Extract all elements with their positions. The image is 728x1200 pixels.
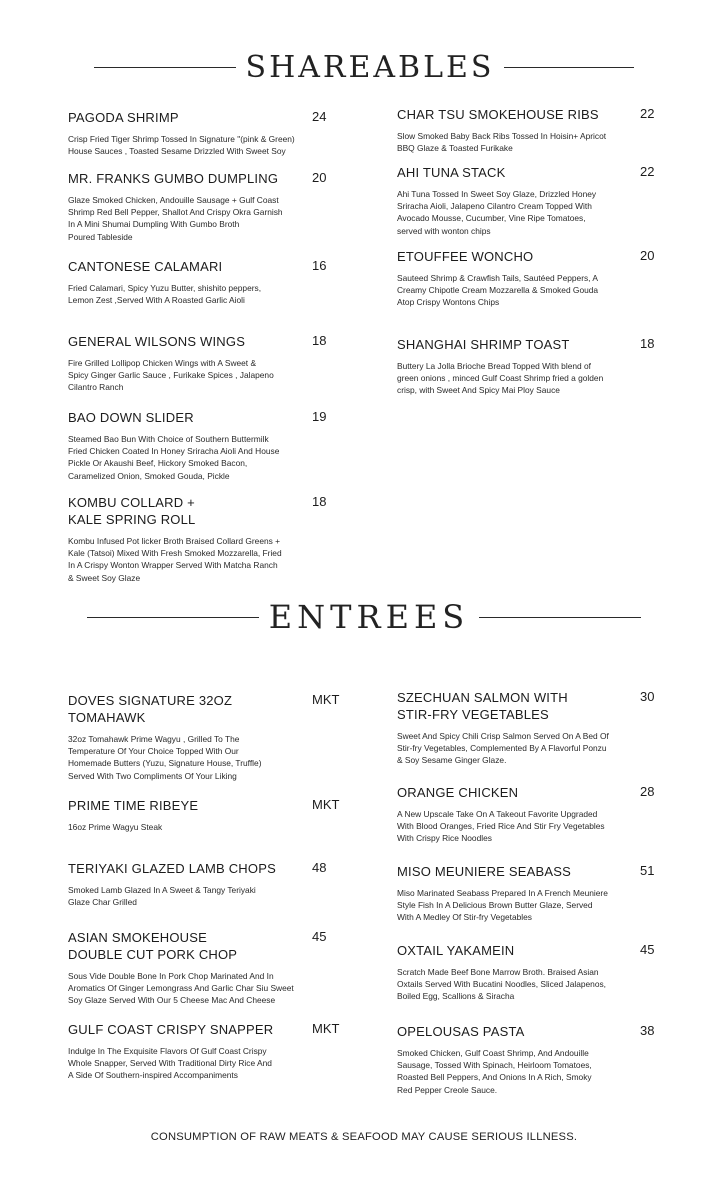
menu-item-orange-chicken [397,784,662,845]
item-description: Fire Grilled Lollipop Chicken Wings with A Sweet & Spicy Ginger Garlic Sauce , Furikake Spices , Jalapeno Cilantro Ranch [68,358,274,393]
menu-item-prime-time-ribeye [68,797,340,833]
item-name: PRIME TIME RIBEYE [68,798,199,813]
menu-item-etouffee-woncho [397,248,662,309]
item-name: MR. FRANKS GUMBO DUMPLING [68,171,279,186]
raw-food-warning: CONSUMPTION OF RAW MEATS & SEAFOOD MAY CAUSE SERIOUS ILLNESS. [150,1131,578,1143]
item-price: 45 [312,929,327,944]
menu-item-szechuan-salmon [397,689,662,767]
item-description: Slow Smoked Baby Back Ribs Tossed In Hoisin+ Apricot BBQ Glaze & Toasted Furikake [397,131,607,154]
item-price: 19 [312,409,327,424]
menu-item-oxtail-yakamein [397,942,662,1003]
item-name: SZECHUAN SALMON WITH STIR-FRY VEGETABLES [397,690,568,722]
item-price: 51 [640,863,655,878]
item-description: Kombu Infused Pot licker Broth Braised Collard Greens + Kale (Tatsoi) Mixed With Fresh Smoked Mozzarella, Fried In A Crispy Wonton Wrapper Served With Matcha Ranch & Sweet Soy Glaze [68,536,282,583]
item-name: SHANGHAI SHRIMP TOAST [397,337,570,352]
item-price: MKT [312,1021,340,1036]
shareables-heading [0,50,728,85]
item-name: KOMBU COLLARD + KALE SPRING ROLL [68,495,196,527]
item-description: Buttery La Jolla Brioche Bread Topped With blend of green onions , minced Gulf Coast Shrimp fried a golden crisp, with Sweet And Spicy Mai Ploy Sauce [397,361,604,396]
entrees-title: ENTREES [268,598,470,636]
item-price: 28 [640,784,655,799]
menu-item-pork-chop [68,929,326,1007]
item-description: Glaze Smoked Chicken, Andouille Sausage + Gulf Coast Shrimp Red Bell Pepper, Shallot And Crispy Okra Garnish In A Mini Shumai Dumpling With Gumbo Broth Poured Tableside [68,195,283,242]
heading-rule-left [94,67,236,68]
item-price: MKT [312,692,340,707]
menu-item-char-tsu-ribs [397,106,662,154]
item-description: 32oz Tomahawk Prime Wagyu , Grilled To The Temperature Of Your Choice Topped With Our Homemade Butters (Yuzu, Signature House, Truffle) Served With Two Compliments Of Your Liking [68,734,262,781]
menu-item-gumbo-dumpling [68,170,326,243]
heading-rule-right [504,67,634,68]
item-price: 22 [640,164,655,179]
menu-item-ahi-tuna-stack [397,164,662,237]
item-description: Crisp Fried Tiger Shrimp Tossed In Signature "(pink & Green) House Sauces , Toasted Sesame Drizzled With Sweet Soy [68,134,295,157]
entrees-heading [0,598,728,636]
item-name: PAGODA SHRIMP [68,110,179,125]
item-description: A New Upscale Take On A Takeout Favorite Upgraded With Blood Oranges, Fried Rice And Stir Fry Vegetables With Crispy Rice Noodles [397,809,605,844]
item-price: 16 [312,258,327,273]
item-name: BAO DOWN SLIDER [68,410,194,425]
menu-item-miso-seabass [397,863,662,924]
item-description: Miso Marinated Seabass Prepared In A French Meuniere Style Fish In A Delicious Brown Butter Glaze, Served With A Medley Of Stir-fry Vegetables [397,888,608,923]
item-name: GULF COAST CRISPY SNAPPER [68,1022,274,1037]
item-price: 18 [312,494,327,509]
item-price: 20 [312,170,327,185]
menu-item-lamb-chops [68,860,326,908]
menu-item-doves-tomahawk [68,692,340,782]
item-name: ORANGE CHICKEN [397,785,519,800]
item-name: OXTAIL YAKAMEIN [397,943,515,958]
item-price: 22 [640,106,655,121]
menu-item-cantonese-calamari [68,258,326,306]
item-description: Scratch Made Beef Bone Marrow Broth. Braised Asian Oxtails Served With Bucatini Noodles, Sliced Jalapenos, Boiled Egg, Scallions & Siracha [397,967,607,1002]
item-description: Steamed Bao Bun With Choice of Southern Buttermilk Fried Chicken Coated In Honey Sriracha Aioli And House Pickle Or Akaushi Beef, Hickory Smoked Bacon, Caramelized Onion, Smoked Gouda, Pickle [68,434,280,481]
menu-item-wilsons-wings [68,333,326,394]
menu-item-opelousas-pasta [397,1023,662,1096]
item-description: Sauteed Shrimp & Crawfish Tails, Sautéed Peppers, A Creamy Chipotle Cream Mozzarella & Smoked Gouda Atop Crispy Wontons Chips [397,273,599,308]
item-price: 24 [312,109,327,124]
heading-rule-right [479,617,641,618]
item-price: 18 [640,336,655,351]
menu-item-bao-down-slider [68,409,326,482]
item-description: 16oz Prime Wagyu Steak [68,822,163,832]
item-price: 30 [640,689,655,704]
item-price: 48 [312,860,327,875]
item-description: Ahi Tuna Tossed In Sweet Soy Glaze, Drizzled Honey Sriracha Aioli, Jalapeno Cilantro Cream Topped With Avocado Mousse, Cucumber, Vine Ripe Tomatoes, served with wonton chips [397,189,597,236]
item-description: Sous Vide Double Bone In Pork Chop Marinated And In Aromatics Of Ginger Lemongrass And Garlic Char Siu Sweet Soy Glaze Served With Our 5 Cheese Mac And Cheese [68,971,294,1006]
item-name: ASIAN SMOKEHOUSE DOUBLE CUT PORK CHOP [68,930,238,962]
item-description: Indulge In The Exquisite Flavors Of Gulf Coast Crispy Whole Snapper, Served With Traditional Dirty Rice And A Side Of Southern-inspired Accompaniments [68,1046,272,1081]
shareables-title: SHAREABLES [245,50,495,85]
item-name: OPELOUSAS PASTA [397,1024,525,1039]
menu-item-pagoda-shrimp [68,109,326,157]
item-price: MKT [312,797,340,812]
item-description: Sweet And Spicy Chili Crisp Salmon Served On A Bed Of Stir-fry Vegetables, Complemented By A Flavorful Ponzu & Soy Sesame Ginger Glaze. [397,731,609,766]
item-name: CANTONESE CALAMARI [68,259,223,274]
item-description: Smoked Chicken, Gulf Coast Shrimp, And Andouille Sausage, Tossed With Spinach, Heirloom Tomatoes, Roasted Bell Peppers, And Onions In A Rich, Smoky Red Pepper Creole Sauce. [397,1048,592,1095]
item-price: 38 [640,1023,655,1038]
menu-item-kombu-spring-roll [68,494,326,584]
item-name: GENERAL WILSONS WINGS [68,334,246,349]
item-description: Smoked Lamb Glazed In A Sweet & Tangy Teriyaki Glaze Char Grilled [68,885,256,908]
item-name: ETOUFFEE WONCHO [397,249,534,264]
item-price: 18 [312,333,327,348]
item-price: 45 [640,942,655,957]
item-name: MISO MEUNIERE SEABASS [397,864,571,879]
menu-item-crispy-snapper [68,1021,340,1082]
item-description: Fried Calamari, Spicy Yuzu Butter, shishito peppers, Lemon Zest ,Served With A Roasted Garlic Aioli [68,283,262,306]
heading-rule-left [87,617,259,618]
item-name: AHI TUNA STACK [397,165,506,180]
item-name: DOVES SIGNATURE 32OZ TOMAHAWK [68,693,233,725]
menu-item-shanghai-shrimp-toast [397,336,662,397]
item-name: CHAR TSU SMOKEHOUSE RIBS [397,107,599,122]
item-name: TERIYAKI GLAZED LAMB CHOPS [68,861,276,876]
item-price: 20 [640,248,655,263]
